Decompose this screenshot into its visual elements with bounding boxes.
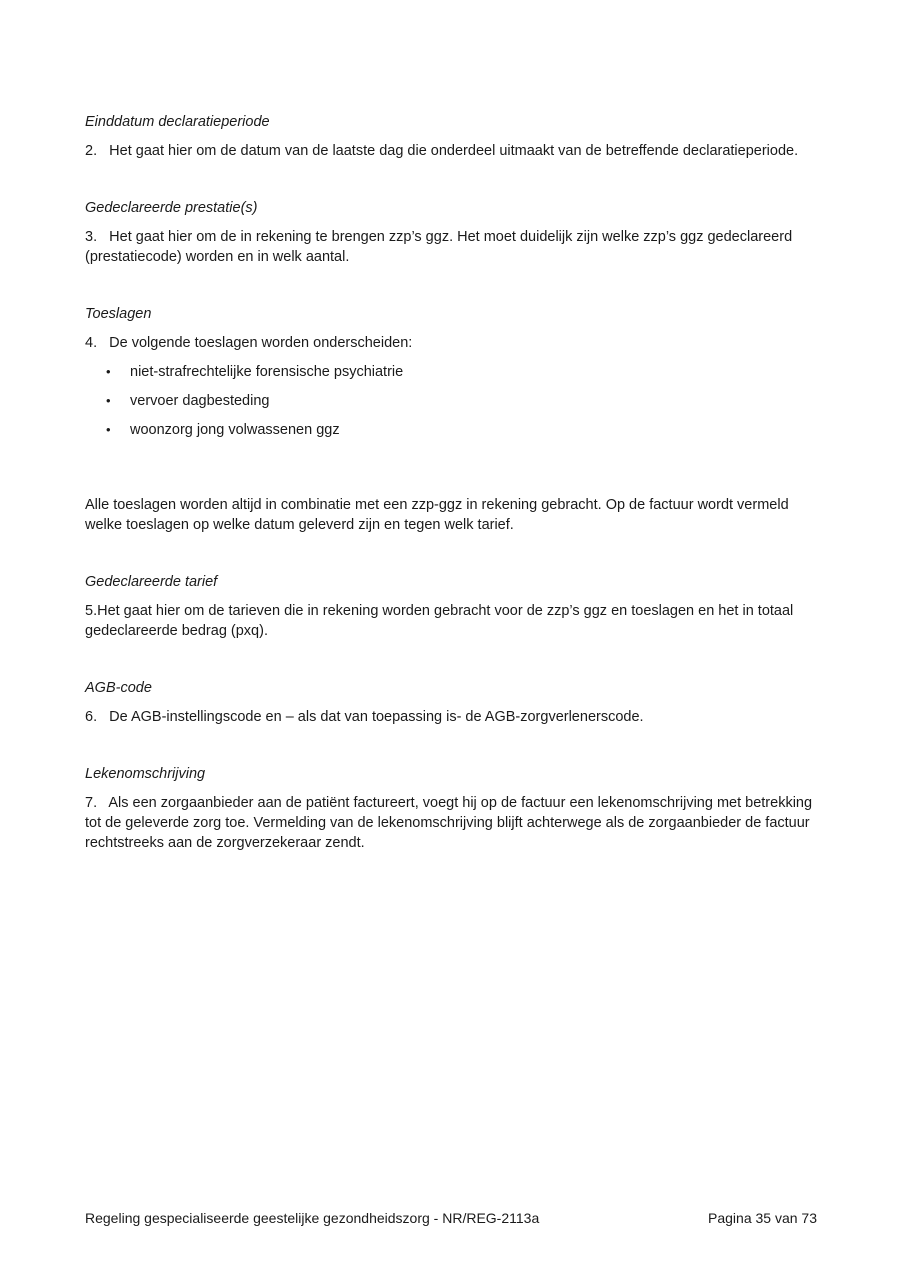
toeslagen-note-paragraph: Alle toeslagen worden altijd in combinatie met een zzp-ggz in rekening gebracht. Op de factuur wordt vermeld welke toeslagen op welke datum geleverd zijn en tegen welk tarief. (85, 497, 793, 533)
footer-page-number: Pagina 35 van 73 (708, 1210, 817, 1226)
section-einddatum-declaratieperiode (85, 112, 817, 161)
section-heading: Gedeclareerde tarief (85, 574, 218, 590)
section-agb-code (85, 678, 817, 727)
toeslagen-bullet-list (85, 362, 817, 440)
section-lekenomschrijving (85, 764, 817, 853)
section-heading: Einddatum declaratieperiode (85, 114, 270, 130)
page-footer (85, 1208, 817, 1228)
section-paragraph: 3. Het gaat hier om de in rekening te brengen zzp’s ggz. Het moet duidelijk zijn welke zzp’s ggz gedeclareerd (prestatiecode) worden en in welk aantal. (85, 229, 797, 265)
footer-document-title: Regeling gespecialiseerde geestelijke gezondheidszorg - NR/REG-2113a (85, 1210, 540, 1226)
section-heading: Gedeclareerde prestatie(s) (85, 200, 258, 216)
list-item: • vervoer dagbesteding (85, 391, 817, 411)
section-paragraph: 6. De AGB-instellingscode en – als dat van toepassing is- de AGB-zorgverlenerscode. (85, 709, 644, 725)
list-item: • niet-strafrechtelijke forensische psychiatrie (85, 362, 817, 382)
section-paragraph: 7. Als een zorgaanbieder aan de patiënt factureert, voegt hij op de factuur een lekenomschrijving met betrekking tot de geleverde zorg toe. Vermelding van de lekenomschrijving blijft achterwege als de zorgaanbieder de factuur rechtstreeks aan de zorgverzekeraar zendt. (85, 795, 817, 851)
list-item: • woonzorg jong volwassenen ggz (85, 420, 817, 440)
section-toeslagen (85, 304, 817, 440)
page-content (85, 112, 817, 853)
section-paragraph: 2. Het gaat hier om de datum van de laatste dag die onderdeel uitmaakt van de betreffende declaratieperiode. (85, 143, 799, 159)
section-gedeclareerde-tarief (85, 572, 817, 641)
section-heading: Lekenomschrijving (85, 766, 206, 782)
section-gedeclareerde-prestaties (85, 198, 817, 267)
section-heading: Toeslagen (85, 306, 152, 322)
section-paragraph: 5.Het gaat hier om de tarieven die in rekening worden gebracht voor de zzp’s ggz en toeslagen en het in totaal gedeclareerde bedrag (pxq). (85, 603, 798, 639)
section-paragraph: 4. De volgende toeslagen worden onderscheiden: (85, 335, 413, 351)
section-heading: AGB-code (85, 680, 152, 696)
